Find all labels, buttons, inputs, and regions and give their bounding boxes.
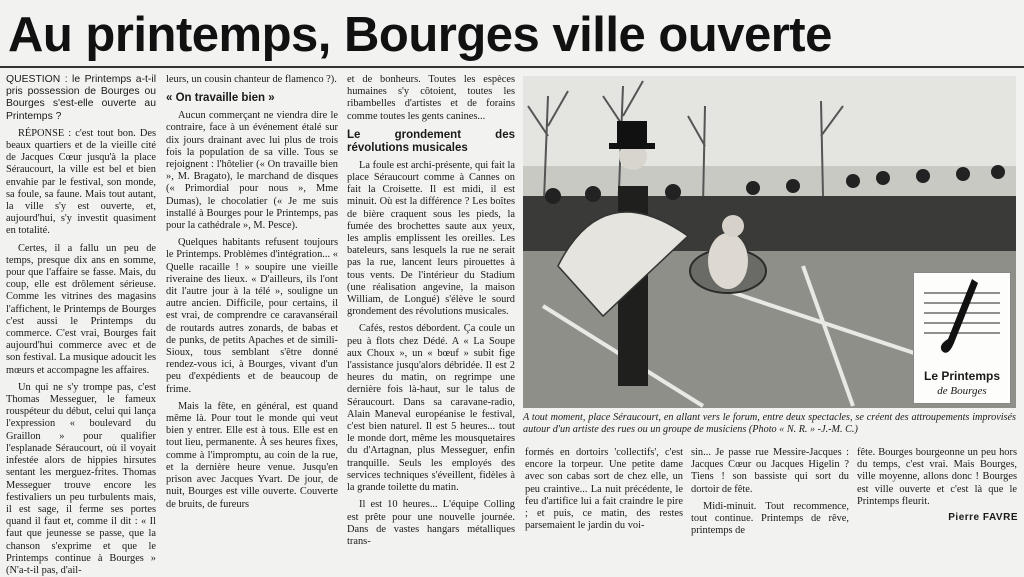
answer-paragraph: RÉPONSE : c'est tout bon. Des beaux quartiers et de la vieille cité de Jacques Cœur jusqu'à la place Séraucourt, la ville est bel et bien envahie par le festival, son monde, sa foule, sa faune. Mais tout autant, la ville s'y est ouverte, et, aujourd'hui, s'y investit quasiment en totalité. — [6, 127, 156, 237]
body-paragraph: Cafés, restos débordent. Ça coule un peu à flots chez Dédé. A « La Soupe aux Choux », un « bœuf » subit fige l'assistance jusqu'alors débridée. Il est 2 heures du matin, on regrimpe une dernière fois là-haut, sur le talus de Séraucourt. Dans sa caravane-radio, Alain Maneval européanise le festival, c'est bien naturel. Il est 5 heures... tout le monde dort, même les mousquetaires du d'Artagnan, plus Messeguer, enfin tranquille. Seuls les employés des services techniques s'éveillent, fidèles à la grande toilette du matin. — [347, 323, 515, 494]
guitar-staff-icon — [914, 273, 1010, 369]
article-column-2 — [166, 74, 338, 526]
body-paragraph: Mais la fête, en général, est quand même là. Pour tout le monde qui veut bien y entrer. Elle est à tous. Elle est en tout lieu, permanente. À ses heures fixes, comme à l'impromptu, au coin de la rue, et la dernière heure venue. Jusqu'en prison avec Jacques Yvart. De jour, de nuit, Bourges est ville ouverte. Couverte de bruits, de fureurs — [166, 400, 338, 510]
subheading: Le grondement des révolutions musicales — [347, 128, 515, 154]
article-column-4 — [525, 447, 683, 532]
photo-caption: A tout moment, place Séraucourt, en allant vers le forum, entre deux spectacles, se créent des attroupements improvisés autour d'un artiste des rues ou un groupe de musiciens (Photo « N. R. » -J.-M. C.) — [523, 412, 1016, 435]
festival-logo — [913, 272, 1011, 404]
body-paragraph: Midi-minuit. Tout recommence, tout continue. Printemps de rêve, printemps de — [691, 500, 849, 537]
article-column-5 — [691, 447, 849, 537]
question-paragraph: QUESTION : le Printemps a-t-il pris possession de Bourges ou Bourges s'est-elle ouverte au Printemps ? — [6, 74, 156, 122]
headline-rule — [0, 66, 1024, 68]
article-column-1 — [6, 74, 156, 576]
body-paragraph: Il est 10 heures... L'équipe Colling est prête pour une nouvelle journée. Dans de vastes hangars métalliques trans- — [347, 499, 515, 547]
article-headline: Au printemps, Bourges ville ouverte — [8, 8, 832, 62]
body-paragraph: Aucun commerçant ne viendra dire le contraire, face à un événement étalé sur dix jours drainant avec lui plus de trois fois la population de sa ville. Tous se rejoignent : l'hôtelier (« On travaille bien », M. Bragato), le marchand de disques (« Primordial pour nous », Mme Dumas), le chocolatier (« Je me suis installé à Bourges pour le Printemps, pas pour la cathédrale », M. Pesce). — [166, 110, 338, 232]
logo-subtitle: de Bourges — [937, 385, 987, 397]
article-column-3 — [347, 74, 515, 547]
body-paragraph: La foule est archi-présente, qui fait la place Séraucourt comme à Cannes on fait la Croisette. Il est midi, il est minuit. Où est la différence ? Les boîtes de bière craquent sous les pieds, la fumée des brochettes saute aux yeux, les amplis emplissent les oreilles. Les bateleurs, sans lesquels la rue ne serait pas la rue, lancent leurs pirouettes à tous vents. De l'intérieur du Stadium (une réalisation angevine, la maison William, de Longué) s'élève le sourd grondement des révolutions musicales. — [347, 159, 515, 318]
body-paragraph: fête. Bourges bourgeonne un peu hors du temps, c'est vrai. Mais Bourges, ville moyenne, allons donc ! Bourges est ville ouverte et c'est là que le Printemps fleurit. — [857, 447, 1017, 507]
subheading: « On travaille bien » — [166, 92, 275, 105]
body-paragraph: leurs, un cousin chanteur de flamenco ?). — [166, 74, 337, 85]
body-paragraph: Quelques habitants refusent toujours le Printemps. Problèmes d'intégration... « Quelle racaille ! » soupire une vieille riveraine des lieux. « D'ailleurs, ils l'ont dit l'autre jour à la télé », souligne un autre ancien. Difficile, pour certains, il est vrai, de comprendre ce caravansérail de routards autres zonards, de babas et de punks, de petits Apaches et de simili-Sioux, tous semblant s'être donné rendez-vous ici, à Bourges, vivant d'un peu d'expédients et de beaucoup de frime. — [166, 237, 338, 395]
author-byline: Pierre FAVRE — [948, 512, 1018, 523]
body-paragraph: sin... Je passe rue Messire-Jacques : Jacques Cœur ou Jacques Higelin ? Tiens ! son bassiste qui sort du dortoir de fête. — [691, 447, 849, 495]
body-paragraph: formés en dortoirs 'collectifs', c'est encore la torpeur. Une petite dame avec son cabas sort de chez elle, un peu craintive... La nuit précédente, le feu d'artifice lui a fait craindre le pire ; et puis, ce matin, des restes parsemaient le jardin du voi- — [525, 447, 683, 532]
body-paragraph: et de bonheurs. Toutes les espèces humaines s'y côtoient, toutes les ribambelles d'artistes et de forains comme toutes les gents canines... — [347, 74, 515, 122]
body-paragraph: Certes, il a fallu un peu de temps, presque dix ans en somme, pour que l'affaire se fasse. Mais, du coup, elle est drôlement sérieuse. Comme les vitrines des magasins l'affichent, le Printemps de Bourges c'est aussi le Printemps du commerce. C'est vrai, Bourges fait aujourd'hui commerce avec et de son festival. La musique adoucit les mœurs et accompagne les affaires. — [6, 242, 156, 376]
logo-title: Le Printemps — [923, 369, 1001, 383]
body-paragraph: Un qui ne s'y trompe pas, c'est Thomas Messeguer, le fameux rouspéteur du début, celui qui lança l'expression « boulevard du Graillon » pour qualifier l'esplanade Séraucourt, où il voyait infestée alors de hippies hirsutes sentant les merguez-frites. Thomas Messeguer trouve encore les festivaliers un peu turbulents mais, il est sage, il ferme ses portes quand il faut et, comme il dit : « Il faut que jeunesse se passe, que la chanson s'exprime et que le Printemps continue à Bourges » (N'a-t-il pas, d'ail- — [6, 381, 156, 576]
article-column-6 — [857, 447, 1017, 507]
